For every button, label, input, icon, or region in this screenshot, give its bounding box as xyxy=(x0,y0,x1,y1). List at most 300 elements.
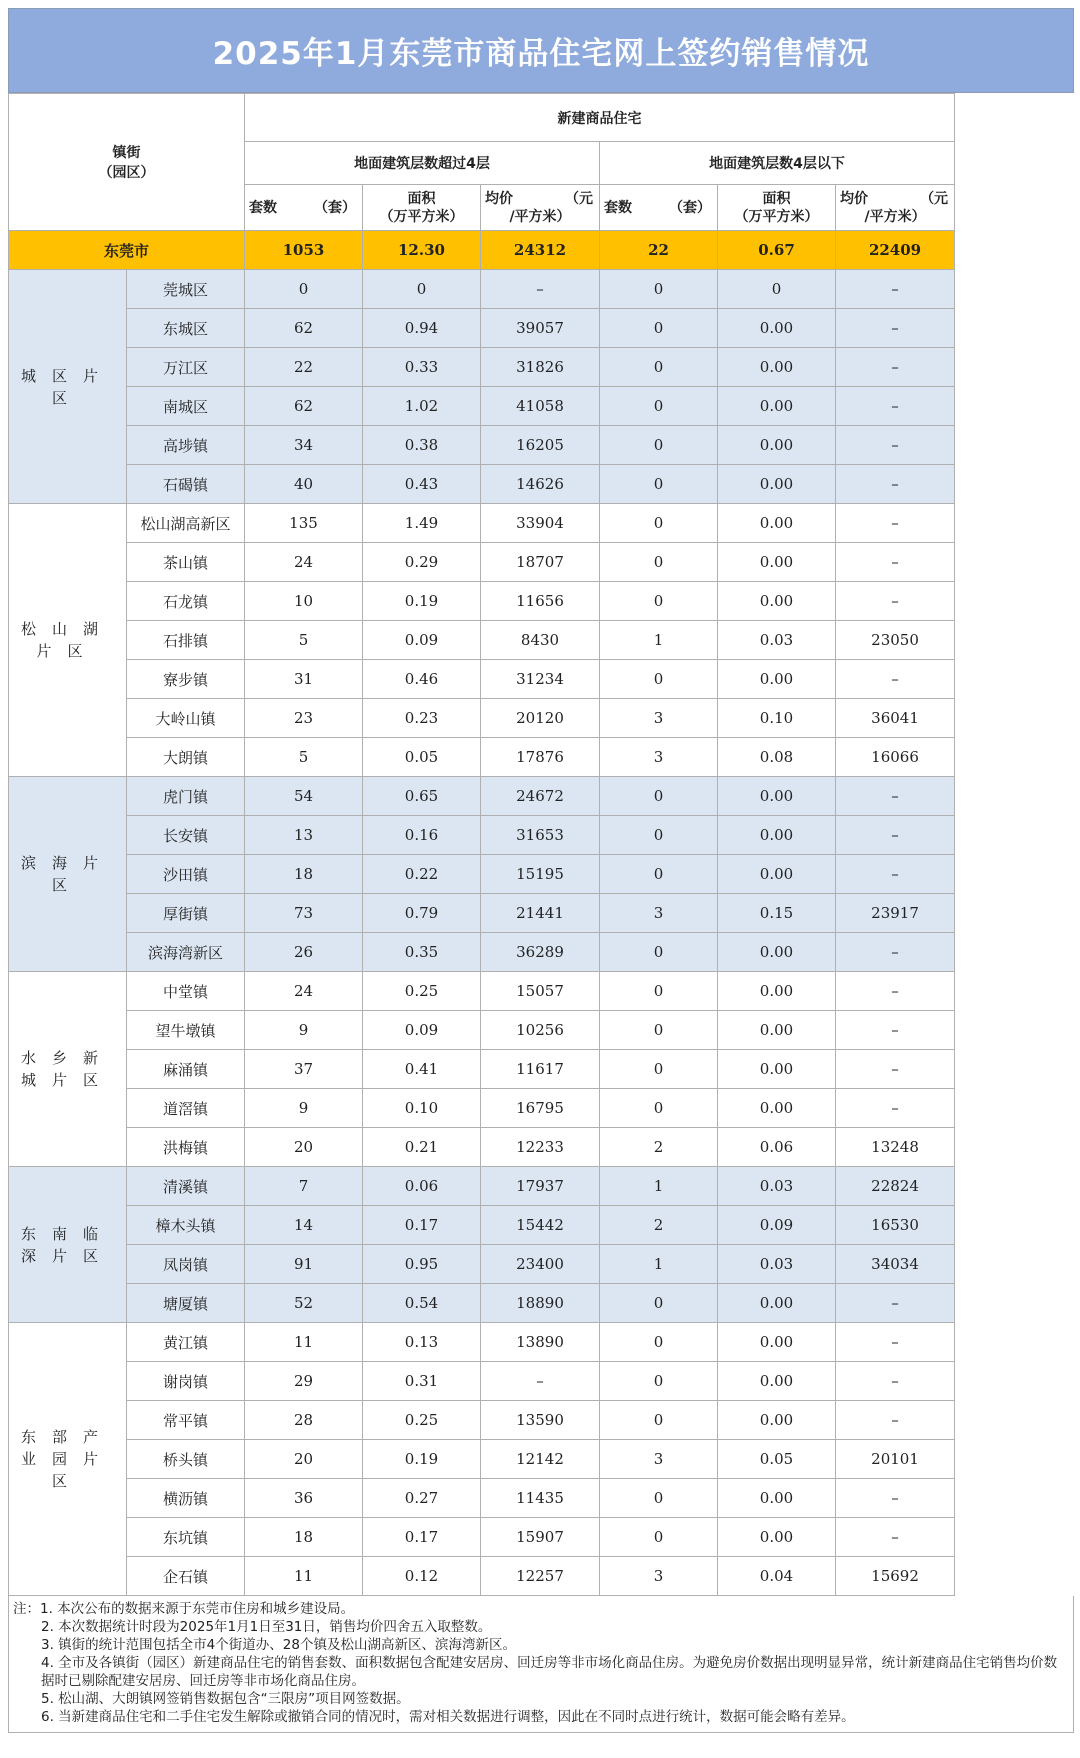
cell-a-area: 1.02 xyxy=(363,387,481,426)
cell-b-units: 0 xyxy=(600,777,718,816)
cell-b-units: 0 xyxy=(600,465,718,504)
cell-a-area: 0.16 xyxy=(363,816,481,855)
cell-b-units: 0 xyxy=(600,660,718,699)
cell-a-units: 5 xyxy=(245,738,363,777)
cell-b-units: 1 xyxy=(600,621,718,660)
note-line: 2. 本次数据统计时段为2025年1月1日至31日，销售均价四舍五入取整数。 xyxy=(41,1619,492,1635)
town-name: 长安镇 xyxy=(127,816,245,855)
report-title: 2025年1月东莞市商品住宅网上签约销售情况 xyxy=(8,8,1074,93)
cell-a-units: 0 xyxy=(245,270,363,309)
cell-a-price: 15195 xyxy=(481,855,600,894)
cell-b-price: – xyxy=(836,504,955,543)
new-housing-header: 新建商品住宅 xyxy=(245,94,955,142)
town-name: 大朗镇 xyxy=(127,738,245,777)
cell-b-area: 0.00 xyxy=(718,1479,836,1518)
town-name: 桥头镇 xyxy=(127,1440,245,1479)
town-name: 洪梅镇 xyxy=(127,1128,245,1167)
town-name: 南城区 xyxy=(127,387,245,426)
cell-a-area: 0.27 xyxy=(363,1479,481,1518)
cell-a-units: 9 xyxy=(245,1011,363,1050)
cell-b-area: 0.00 xyxy=(718,1050,836,1089)
table-row xyxy=(9,543,1075,582)
town-name: 凤岗镇 xyxy=(127,1245,245,1284)
town-name: 横沥镇 xyxy=(127,1479,245,1518)
cell-b-units: 0 xyxy=(600,1479,718,1518)
cell-b-price: – xyxy=(836,1089,955,1128)
cell-b-units: 0 xyxy=(600,1011,718,1050)
cell-a-area: 0.25 xyxy=(363,972,481,1011)
cell-a-area: 0.19 xyxy=(363,1440,481,1479)
cell-a-units: 5 xyxy=(245,621,363,660)
cell-b-price: – xyxy=(836,270,955,309)
cell-a-area: 0.35 xyxy=(363,933,481,972)
cell-a-units: 29 xyxy=(245,1362,363,1401)
cell-b-units: 0 xyxy=(600,855,718,894)
table-row xyxy=(9,738,1075,777)
cell-b-units: 0 xyxy=(600,1050,718,1089)
table-row xyxy=(9,1011,1075,1050)
city-name: 东莞市 xyxy=(9,231,245,270)
cell-a-area: 0.19 xyxy=(363,582,481,621)
cell-b-units: 0 xyxy=(600,426,718,465)
above-4-floors-header: 地面建筑层数超过4层 xyxy=(245,142,600,185)
total-units-a: 1053 xyxy=(245,231,363,270)
town-name: 厚街镇 xyxy=(127,894,245,933)
cell-a-price: 14626 xyxy=(481,465,600,504)
cell-b-area: 0.05 xyxy=(718,1440,836,1479)
town-name: 石碣镇 xyxy=(127,465,245,504)
table-row xyxy=(9,972,1075,1011)
cell-a-area: 0.38 xyxy=(363,426,481,465)
table-row xyxy=(9,1362,1075,1401)
cell-a-area: 0.17 xyxy=(363,1518,481,1557)
cell-a-price: 41058 xyxy=(481,387,600,426)
cell-b-price: – xyxy=(836,1323,955,1362)
table-row xyxy=(9,504,1075,543)
cell-b-price: – xyxy=(836,1479,955,1518)
cell-a-units: 23 xyxy=(245,699,363,738)
table-row xyxy=(9,309,1075,348)
cell-b-area: 0.00 xyxy=(718,933,836,972)
cell-a-price: – xyxy=(481,1362,600,1401)
cell-a-price: 16205 xyxy=(481,426,600,465)
cell-a-price: 11435 xyxy=(481,1479,600,1518)
cell-b-units: 0 xyxy=(600,1362,718,1401)
table-row xyxy=(9,894,1075,933)
cell-b-area: 0.00 xyxy=(718,426,836,465)
cell-a-price: 36289 xyxy=(481,933,600,972)
cell-b-units: 0 xyxy=(600,543,718,582)
town-name: 谢岗镇 xyxy=(127,1362,245,1401)
cell-b-price: 23050 xyxy=(836,621,955,660)
cell-b-area: 0.00 xyxy=(718,816,836,855)
cell-a-price: 17876 xyxy=(481,738,600,777)
cell-a-units: 26 xyxy=(245,933,363,972)
cell-a-area: 0.13 xyxy=(363,1323,481,1362)
price-header-b: 均价 （元 /平方米） xyxy=(836,185,955,231)
town-name: 寮步镇 xyxy=(127,660,245,699)
cell-a-price: 8430 xyxy=(481,621,600,660)
cell-b-price: – xyxy=(836,465,955,504)
cell-b-price: – xyxy=(836,1518,955,1557)
group-name: 松山湖片区 xyxy=(9,504,127,777)
cell-a-price: 12142 xyxy=(481,1440,600,1479)
cell-b-area: 0.04 xyxy=(718,1557,836,1596)
cell-b-area: 0.03 xyxy=(718,621,836,660)
cell-b-area: 0.00 xyxy=(718,348,836,387)
cell-a-price: 12233 xyxy=(481,1128,600,1167)
cell-a-units: 10 xyxy=(245,582,363,621)
note-line: 注：1. 本次公布的数据来源于东莞市住房和城乡建设局。 xyxy=(13,1601,355,1617)
table-row xyxy=(9,855,1075,894)
cell-a-area: 0.95 xyxy=(363,1245,481,1284)
cell-b-price: – xyxy=(836,1050,955,1089)
cell-b-units: 0 xyxy=(600,582,718,621)
cell-a-units: 13 xyxy=(245,816,363,855)
table-row xyxy=(9,699,1075,738)
cell-a-area: 0.06 xyxy=(363,1167,481,1206)
price-header-a: 均价 （元 /平方米） xyxy=(481,185,600,231)
cell-b-price: 20101 xyxy=(836,1440,955,1479)
town-name: 中堂镇 xyxy=(127,972,245,1011)
sales-table xyxy=(8,93,1075,1596)
cell-b-area: 0.00 xyxy=(718,543,836,582)
cell-a-price: 13890 xyxy=(481,1323,600,1362)
table-row xyxy=(9,933,1075,972)
town-name: 黄江镇 xyxy=(127,1323,245,1362)
cell-a-units: 34 xyxy=(245,426,363,465)
cell-b-units: 0 xyxy=(600,387,718,426)
cell-b-area: 0.00 xyxy=(718,504,836,543)
cell-b-area: 0.00 xyxy=(718,387,836,426)
table-row xyxy=(9,1323,1075,1362)
cell-b-price: 13248 xyxy=(836,1128,955,1167)
cell-b-price: – xyxy=(836,816,955,855)
cell-b-units: 0 xyxy=(600,1323,718,1362)
town-name: 高埗镇 xyxy=(127,426,245,465)
cell-a-price: – xyxy=(481,270,600,309)
cell-b-area: 0.00 xyxy=(718,582,836,621)
group-name: 水乡新城片区 xyxy=(9,972,127,1167)
table-row xyxy=(9,1401,1075,1440)
cell-b-price: 34034 xyxy=(836,1245,955,1284)
cell-a-area: 0.29 xyxy=(363,543,481,582)
cell-a-units: 18 xyxy=(245,1518,363,1557)
table-row xyxy=(9,1167,1075,1206)
town-name: 石排镇 xyxy=(127,621,245,660)
cell-a-area: 0.12 xyxy=(363,1557,481,1596)
cell-b-units: 0 xyxy=(600,1401,718,1440)
group-name: 城区片区 xyxy=(9,270,127,504)
cell-a-price: 21441 xyxy=(481,894,600,933)
table-row xyxy=(9,621,1075,660)
table-row xyxy=(9,1518,1075,1557)
cell-a-price: 33904 xyxy=(481,504,600,543)
cell-b-units: 0 xyxy=(600,1284,718,1323)
town-name: 东城区 xyxy=(127,309,245,348)
cell-a-area: 0.09 xyxy=(363,621,481,660)
cell-b-price: – xyxy=(836,582,955,621)
cell-a-price: 31653 xyxy=(481,816,600,855)
cell-b-price: 15692 xyxy=(836,1557,955,1596)
cell-b-area: 0.00 xyxy=(718,972,836,1011)
group-name: 东部产业园片区 xyxy=(9,1323,127,1596)
total-area-b: 0.67 xyxy=(718,231,836,270)
table-row xyxy=(9,1284,1075,1323)
cell-b-units: 3 xyxy=(600,738,718,777)
cell-a-price: 17937 xyxy=(481,1167,600,1206)
city-total-row xyxy=(9,231,1075,270)
cell-a-units: 52 xyxy=(245,1284,363,1323)
cell-b-area: 0.00 xyxy=(718,1011,836,1050)
cell-b-price: – xyxy=(836,1284,955,1323)
total-price-b: 22409 xyxy=(836,231,955,270)
town-name: 滨海湾新区 xyxy=(127,933,245,972)
cell-b-price: 16530 xyxy=(836,1206,955,1245)
town-name: 塘厦镇 xyxy=(127,1284,245,1323)
table-row xyxy=(9,1479,1075,1518)
cell-a-price: 11617 xyxy=(481,1050,600,1089)
group-name: 东南临深片区 xyxy=(9,1167,127,1323)
cell-a-units: 62 xyxy=(245,309,363,348)
cell-a-units: 20 xyxy=(245,1128,363,1167)
cell-b-area: 0.00 xyxy=(718,1284,836,1323)
cell-a-units: 37 xyxy=(245,1050,363,1089)
cell-a-units: 7 xyxy=(245,1167,363,1206)
town-name: 沙田镇 xyxy=(127,855,245,894)
table-row xyxy=(9,1050,1075,1089)
town-name: 企石镇 xyxy=(127,1557,245,1596)
table-row xyxy=(9,426,1075,465)
total-area-a: 12.30 xyxy=(363,231,481,270)
table-row xyxy=(9,348,1075,387)
total-price-a: 24312 xyxy=(481,231,600,270)
note-line: 5. 松山湖、大朗镇网签销售数据包含“三限房”项目网签数据。 xyxy=(41,1691,410,1707)
cell-a-area: 0.65 xyxy=(363,777,481,816)
cell-a-units: 18 xyxy=(245,855,363,894)
cell-b-price: – xyxy=(836,348,955,387)
table-row xyxy=(9,777,1075,816)
town-name: 松山湖高新区 xyxy=(127,504,245,543)
town-name: 望牛墩镇 xyxy=(127,1011,245,1050)
town-name: 虎门镇 xyxy=(127,777,245,816)
cell-b-area: 0.03 xyxy=(718,1167,836,1206)
cell-b-units: 0 xyxy=(600,972,718,1011)
table-row xyxy=(9,582,1075,621)
cell-b-units: 2 xyxy=(600,1128,718,1167)
cell-b-units: 0 xyxy=(600,504,718,543)
table-row xyxy=(9,1245,1075,1284)
cell-a-price: 20120 xyxy=(481,699,600,738)
cell-a-price: 10256 xyxy=(481,1011,600,1050)
cell-a-price: 39057 xyxy=(481,309,600,348)
cell-b-area: 0.00 xyxy=(718,1401,836,1440)
cell-b-price: 16066 xyxy=(836,738,955,777)
cell-b-area: 0.09 xyxy=(718,1206,836,1245)
cell-a-units: 24 xyxy=(245,972,363,1011)
cell-b-units: 2 xyxy=(600,1206,718,1245)
cell-b-area: 0.10 xyxy=(718,699,836,738)
area-header-b: 面积 （万平方米） xyxy=(718,185,836,231)
table-row xyxy=(9,465,1075,504)
town-name: 石龙镇 xyxy=(127,582,245,621)
cell-b-price: – xyxy=(836,426,955,465)
cell-b-price: – xyxy=(836,1401,955,1440)
cell-b-price: – xyxy=(836,1011,955,1050)
town-name: 万江区 xyxy=(127,348,245,387)
cell-a-area: 0.10 xyxy=(363,1089,481,1128)
cell-b-area: 0.00 xyxy=(718,1323,836,1362)
cell-b-price: 23917 xyxy=(836,894,955,933)
town-name: 麻涌镇 xyxy=(127,1050,245,1089)
cell-b-price: – xyxy=(836,855,955,894)
cell-a-area: 0.31 xyxy=(363,1362,481,1401)
area-header-a: 面积 （万平方米） xyxy=(363,185,481,231)
cell-a-units: 14 xyxy=(245,1206,363,1245)
cell-b-area: 0 xyxy=(718,270,836,309)
town-name: 清溪镇 xyxy=(127,1167,245,1206)
town-name: 茶山镇 xyxy=(127,543,245,582)
cell-b-price: – xyxy=(836,387,955,426)
cell-b-units: 0 xyxy=(600,348,718,387)
cell-b-units: 1 xyxy=(600,1167,718,1206)
town-name: 道滘镇 xyxy=(127,1089,245,1128)
table-row xyxy=(9,1557,1075,1596)
cell-a-units: 31 xyxy=(245,660,363,699)
cell-a-price: 11656 xyxy=(481,582,600,621)
cell-b-price: – xyxy=(836,660,955,699)
cell-a-price: 23400 xyxy=(481,1245,600,1284)
cell-b-price: – xyxy=(836,1362,955,1401)
cell-b-units: 3 xyxy=(600,1557,718,1596)
cell-b-price: 22824 xyxy=(836,1167,955,1206)
town-name: 大岭山镇 xyxy=(127,699,245,738)
cell-a-units: 135 xyxy=(245,504,363,543)
cell-a-price: 15057 xyxy=(481,972,600,1011)
cell-a-price: 16795 xyxy=(481,1089,600,1128)
table-row xyxy=(9,1128,1075,1167)
table-row xyxy=(9,1440,1075,1479)
cell-b-area: 0.00 xyxy=(718,1518,836,1557)
units-header-a: 套数 （套） xyxy=(245,185,363,231)
cell-b-units: 3 xyxy=(600,1440,718,1479)
cell-a-units: 9 xyxy=(245,1089,363,1128)
cell-a-area: 0.25 xyxy=(363,1401,481,1440)
cell-b-area: 0.06 xyxy=(718,1128,836,1167)
cell-a-price: 18707 xyxy=(481,543,600,582)
units-header-b: 套数 （套） xyxy=(600,185,718,231)
cell-a-price: 13590 xyxy=(481,1401,600,1440)
town-name: 东坑镇 xyxy=(127,1518,245,1557)
cell-a-area: 0.22 xyxy=(363,855,481,894)
cell-a-area: 0.09 xyxy=(363,1011,481,1050)
cell-b-area: 0.03 xyxy=(718,1245,836,1284)
below-4-floors-header: 地面建筑层数4层以下 xyxy=(600,142,955,185)
cell-a-units: 11 xyxy=(245,1323,363,1362)
cell-b-price: 36041 xyxy=(836,699,955,738)
cell-b-units: 0 xyxy=(600,933,718,972)
cell-a-units: 91 xyxy=(245,1245,363,1284)
cell-a-units: 36 xyxy=(245,1479,363,1518)
cell-a-area: 0 xyxy=(363,270,481,309)
cell-a-price: 18890 xyxy=(481,1284,600,1323)
cell-a-units: 62 xyxy=(245,387,363,426)
cell-a-units: 40 xyxy=(245,465,363,504)
cell-a-area: 0.05 xyxy=(363,738,481,777)
cell-a-area: 0.54 xyxy=(363,1284,481,1323)
cell-a-units: 28 xyxy=(245,1401,363,1440)
cell-b-units: 0 xyxy=(600,816,718,855)
cell-b-area: 0.00 xyxy=(718,1089,836,1128)
cell-b-area: 0.00 xyxy=(718,309,836,348)
cell-b-price: – xyxy=(836,933,955,972)
cell-a-price: 24672 xyxy=(481,777,600,816)
table-row xyxy=(9,1089,1075,1128)
cell-a-units: 20 xyxy=(245,1440,363,1479)
cell-a-units: 24 xyxy=(245,543,363,582)
cell-b-units: 0 xyxy=(600,309,718,348)
cell-b-area: 0.08 xyxy=(718,738,836,777)
cell-b-units: 0 xyxy=(600,1518,718,1557)
cell-b-units: 0 xyxy=(600,270,718,309)
cell-a-units: 22 xyxy=(245,348,363,387)
cell-b-area: 0.00 xyxy=(718,777,836,816)
town-name: 樟木头镇 xyxy=(127,1206,245,1245)
table-row xyxy=(9,1206,1075,1245)
cell-a-price: 15442 xyxy=(481,1206,600,1245)
cell-a-area: 0.94 xyxy=(363,309,481,348)
cell-a-units: 73 xyxy=(245,894,363,933)
table-row xyxy=(9,660,1075,699)
cell-a-price: 31826 xyxy=(481,348,600,387)
cell-b-price: – xyxy=(836,777,955,816)
cell-b-price: – xyxy=(836,543,955,582)
town-name: 常平镇 xyxy=(127,1401,245,1440)
cell-a-area: 0.23 xyxy=(363,699,481,738)
cell-a-price: 15907 xyxy=(481,1518,600,1557)
region-header: 镇街 （园区） xyxy=(9,94,245,231)
cell-b-units: 3 xyxy=(600,699,718,738)
town-name: 莞城区 xyxy=(127,270,245,309)
note-line: 6. 当新建商品住宅和二手住宅发生解除或撤销合同的情况时，需对相关数据进行调整，因此在不同时点进行统计，数据可能会略有差异。 xyxy=(41,1709,855,1725)
cell-a-area: 0.21 xyxy=(363,1128,481,1167)
cell-a-area: 0.41 xyxy=(363,1050,481,1089)
cell-a-price: 12257 xyxy=(481,1557,600,1596)
cell-b-units: 1 xyxy=(600,1245,718,1284)
cell-b-price: – xyxy=(836,309,955,348)
cell-a-area: 0.33 xyxy=(363,348,481,387)
cell-b-area: 0.00 xyxy=(718,660,836,699)
cell-a-area: 1.49 xyxy=(363,504,481,543)
cell-a-price: 31234 xyxy=(481,660,600,699)
report-page xyxy=(8,8,1074,1733)
note-line: 3. 镇街的统计范围包括全市4个街道办、28个镇及松山湖高新区、滨海湾新区。 xyxy=(41,1637,516,1653)
cell-a-units: 54 xyxy=(245,777,363,816)
cell-a-area: 0.43 xyxy=(363,465,481,504)
cell-a-area: 0.46 xyxy=(363,660,481,699)
cell-b-area: 0.00 xyxy=(718,855,836,894)
cell-a-area: 0.79 xyxy=(363,894,481,933)
table-row xyxy=(9,270,1075,309)
cell-a-area: 0.17 xyxy=(363,1206,481,1245)
cell-b-area: 0.00 xyxy=(718,465,836,504)
cell-b-area: 0.00 xyxy=(718,1362,836,1401)
cell-b-units: 3 xyxy=(600,894,718,933)
cell-b-area: 0.15 xyxy=(718,894,836,933)
table-row xyxy=(9,387,1075,426)
note-line: 4. 全市及各镇街（园区）新建商品住宅的销售套数、面积数据包含配建安居房、回迁房等非市场化商品住房。为避免房价数据出现明显异常，统计新建商品住宅销售均价数据时已剔除配建安居房、回迁房等非市场化商品住房。 xyxy=(41,1655,1058,1689)
cell-a-units: 11 xyxy=(245,1557,363,1596)
